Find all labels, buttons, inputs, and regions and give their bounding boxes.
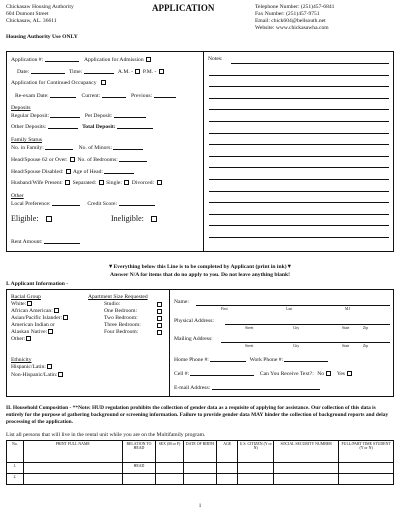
- ethnicity-hispanic-checkbox[interactable]: [47, 364, 52, 369]
- cell-sex[interactable]: [156, 463, 183, 474]
- cell-field[interactable]: [190, 370, 254, 376]
- race-american-indian: American Indian or: [11, 322, 55, 328]
- cell-student[interactable]: [339, 463, 394, 474]
- race-african-american-label: African American:: [11, 308, 53, 314]
- cell-dob[interactable]: [183, 463, 217, 474]
- notes-line[interactable]: [209, 237, 389, 238]
- cell-citizen[interactable]: [238, 474, 274, 485]
- row-cell: [174, 370, 353, 378]
- previous-label: Previous:: [130, 93, 153, 99]
- no-in-family-field[interactable]: [45, 144, 73, 150]
- col-header-no: No.: [7, 441, 24, 463]
- no-of-bedrooms-field[interactable]: [119, 156, 147, 162]
- divorced-label: Divorced:: [131, 180, 155, 186]
- row-family: [11, 144, 143, 152]
- size-three-bedroom: [104, 322, 164, 329]
- row-marital: [11, 180, 163, 187]
- no-of-minors-label: No. of Minors:: [78, 145, 113, 151]
- row-head-62: [11, 156, 147, 164]
- cell-citizen[interactable]: [238, 463, 274, 474]
- cell-ssn[interactable]: [274, 474, 339, 485]
- notes-line[interactable]: [209, 121, 389, 122]
- household-header-row: [7, 441, 394, 463]
- cell-relation: HEAD: [122, 463, 156, 474]
- org-name: Chickasaw Housing Authority: [6, 4, 74, 10]
- text-yes-checkbox[interactable]: [347, 371, 352, 376]
- household-section-title: II. Household Composition -: [6, 405, 72, 411]
- row-no: 2.: [7, 474, 24, 485]
- race-other: [11, 336, 32, 343]
- notes-line[interactable]: [209, 167, 389, 168]
- org-address-line1: 604 Dumont Street: [6, 11, 49, 17]
- text-no-label: No: [317, 371, 325, 377]
- row-deposits: [11, 112, 146, 120]
- race-alaskan: [11, 329, 54, 336]
- race-asian-label: Asian/Pacific Islander:: [11, 315, 63, 321]
- notes-line[interactable]: [209, 179, 389, 180]
- row-head-disabled: [11, 168, 134, 176]
- no-of-minors-field[interactable]: [113, 144, 143, 150]
- cell-student[interactable]: [339, 474, 394, 485]
- admission-label: Application for Admission: [83, 57, 144, 63]
- ethnicity-hispanic-label: Hispanic/Latin:: [11, 364, 46, 370]
- email-contact: Email: chick604@bellsouth.net: [255, 18, 326, 24]
- cell-label: Cell #:: [174, 371, 190, 377]
- row-reexam: [15, 92, 176, 100]
- physical-zip-caption: Zip: [363, 326, 368, 330]
- application-no-label: Application #:: [11, 57, 44, 63]
- other-deposits-label: Other Deposits:: [11, 124, 47, 130]
- row-email: [174, 384, 320, 392]
- continued-occupancy-checkbox[interactable]: [101, 80, 106, 85]
- current-field[interactable]: [102, 92, 126, 98]
- other-heading: Other: [11, 193, 24, 199]
- text-no-checkbox[interactable]: [326, 371, 331, 376]
- admission-checkbox[interactable]: [146, 57, 151, 62]
- apartment-size-heading: Apartment Size Requested: [88, 294, 148, 300]
- col-header-citizen: U.S. CITIZEN (Y or N): [238, 441, 274, 463]
- col-header-relation: RELATION TO HEAD: [122, 441, 156, 463]
- no-in-family-label: No. in Family:: [11, 145, 44, 151]
- race-other-checkbox[interactable]: [26, 336, 31, 341]
- notes-line[interactable]: [209, 109, 389, 110]
- work-phone-field[interactable]: [284, 356, 328, 362]
- office-use-title: Housing Authority Use ONLY: [6, 34, 78, 40]
- race-african-american: [11, 308, 60, 315]
- cell-sex[interactable]: [156, 474, 183, 485]
- size-one-bedroom: [104, 308, 164, 315]
- fax: Fax Number: (251)457-9751: [255, 11, 320, 17]
- mailing-state-caption: State: [342, 344, 350, 348]
- rent-amount-label: Rent Amount:: [11, 239, 43, 245]
- size-three-bedroom-checkbox[interactable]: [157, 323, 162, 328]
- notes-line[interactable]: [209, 133, 389, 134]
- applicant-section-title: I. Applicant Information -: [6, 281, 69, 287]
- regular-deposit-field[interactable]: [50, 112, 80, 118]
- reexam-label: Re-exam Date:: [15, 93, 49, 99]
- row-no: 1.: [7, 463, 24, 474]
- regular-deposit-label: Regular Deposit:: [11, 113, 50, 119]
- local-preference-label: Local Preference:: [11, 201, 51, 207]
- time-field[interactable]: [84, 68, 114, 74]
- size-two-bedroom: [104, 315, 164, 322]
- last-caption: Last: [286, 307, 293, 311]
- size-four-bedroom-checkbox[interactable]: [157, 330, 162, 335]
- page-number: 1: [198, 503, 202, 509]
- cell-dob[interactable]: [183, 474, 217, 485]
- mailing-street-caption: Street: [245, 344, 254, 348]
- notes-line[interactable]: [209, 225, 389, 226]
- mi-caption: M.I: [345, 307, 351, 311]
- single-label: Single:: [106, 180, 122, 186]
- household-heading: [6, 405, 394, 425]
- credit-score-field[interactable]: [119, 200, 155, 206]
- size-four-bedroom-label: Four Bedroom:: [104, 329, 139, 335]
- ineligible-checkbox[interactable]: [151, 216, 157, 222]
- single-checkbox[interactable]: [124, 180, 129, 185]
- cell-relation[interactable]: [122, 474, 156, 485]
- notes-line[interactable]: [209, 75, 389, 76]
- age-of-head-label: Age of Head:: [72, 169, 103, 175]
- row-application-no: [11, 56, 152, 64]
- notes-line[interactable]: [209, 144, 389, 145]
- notes-line[interactable]: [231, 63, 389, 64]
- household-table: [6, 440, 394, 485]
- notes-label: Notes:: [208, 56, 223, 62]
- no-of-bedrooms-label: No. of Bedrooms:: [77, 157, 118, 163]
- size-one-bedroom-label: One Bedroom:: [104, 308, 138, 314]
- notes-line[interactable]: [209, 191, 389, 192]
- application-no-field[interactable]: [45, 56, 79, 62]
- notes-line[interactable]: [209, 202, 389, 203]
- husband-wife-label: Husband/Wife Present:: [11, 180, 63, 186]
- email-label: E-mail Address:: [174, 385, 211, 391]
- table-row: [7, 463, 394, 474]
- size-studio: [104, 301, 164, 308]
- pm-label: P.M. -: [142, 69, 157, 75]
- ethnicity-heading: Ethnicity: [11, 357, 32, 363]
- head-62-label: Head/Spouse 62 or Over:: [11, 157, 68, 163]
- instruction-line2: Answer N/A for items that do no apply to you. Do not leave anything blank!: [110, 272, 290, 278]
- time-label: Time:: [68, 69, 83, 75]
- row-other-deposits: [11, 123, 153, 131]
- size-one-bedroom-checkbox[interactable]: [157, 309, 162, 314]
- instruction-line1: ▼Everything below this Line is to be completed by Applicant (print in ink)▼: [107, 264, 293, 270]
- pet-deposit-field[interactable]: [114, 112, 146, 118]
- cell-age[interactable]: [217, 474, 238, 485]
- size-studio-label: Studio:: [104, 301, 121, 307]
- first-caption: First: [221, 307, 228, 311]
- race-asian-checkbox[interactable]: [63, 315, 68, 320]
- other-deposits-field[interactable]: [48, 123, 78, 129]
- race-alaskan-label: Alaskan Native:: [11, 329, 48, 335]
- notes-line[interactable]: [209, 156, 389, 157]
- total-deposit-field[interactable]: [117, 123, 153, 129]
- name-label: Name:: [174, 299, 189, 305]
- reexam-field[interactable]: [50, 92, 76, 98]
- cell-ssn[interactable]: [274, 463, 339, 474]
- size-two-bedroom-checkbox[interactable]: [157, 316, 162, 321]
- race-white-checkbox[interactable]: [27, 301, 32, 306]
- work-phone-label: Work Phone #:: [249, 357, 284, 363]
- col-header-sex: SEX (M or F): [156, 441, 183, 463]
- previous-field[interactable]: [154, 92, 176, 98]
- col-header-ssn: SOCIAL SECURITY NUMBER: [274, 441, 339, 463]
- telephone: Telephone Number: (251)457-6841: [255, 4, 335, 10]
- race-white: [11, 301, 33, 308]
- race-alaskan-checkbox[interactable]: [48, 329, 53, 334]
- race-white-label: White:: [11, 301, 27, 307]
- ethnicity-non-hispanic-checkbox[interactable]: [58, 372, 63, 377]
- row-date-time: [17, 68, 165, 76]
- race-african-american-checkbox[interactable]: [54, 308, 59, 313]
- separated-label: Separated:: [72, 180, 97, 186]
- physical-state-caption: State: [342, 326, 350, 330]
- home-phone-field[interactable]: [210, 356, 246, 362]
- credit-score-label: Credit Score:: [87, 201, 118, 207]
- ethnicity-non-hispanic: [11, 372, 64, 379]
- mailing-zip-caption: Zip: [363, 344, 368, 348]
- mailing-address-field[interactable]: [221, 342, 390, 343]
- race-other-label: Other:: [11, 336, 26, 342]
- size-studio-checkbox[interactable]: [157, 302, 162, 307]
- head-disabled-label: Head/Spouse Disabled:: [11, 169, 64, 175]
- husband-wife-checkbox[interactable]: [65, 180, 70, 185]
- physical-city-caption: City: [293, 326, 300, 330]
- notes-line[interactable]: [209, 86, 389, 87]
- physical-address-field[interactable]: [225, 324, 390, 325]
- divorced-checkbox[interactable]: [157, 180, 162, 185]
- deposits-heading: Deposits: [11, 105, 31, 111]
- row-other: [11, 200, 155, 208]
- rent-amount-field[interactable]: [44, 238, 80, 244]
- physical-street-caption: Street: [245, 326, 254, 330]
- home-phone-label: Home Phone #:: [174, 357, 209, 363]
- size-four-bedroom: [104, 329, 164, 336]
- race-asian: [11, 315, 69, 322]
- col-header-student: FULL/PART TIME STUDENT (Y or N): [339, 441, 394, 463]
- col-header-dob: DATE OF BIRTH: [183, 441, 217, 463]
- size-two-bedroom-label: Two Bedroom:: [104, 315, 138, 321]
- email-field[interactable]: [212, 384, 320, 390]
- date-label: Date:: [17, 69, 30, 75]
- family-status-heading: Family Status: [11, 137, 42, 143]
- document-title: APPLICATION: [152, 3, 215, 13]
- size-three-bedroom-label: Three Bedroom:: [104, 322, 141, 328]
- office-box-divider: [203, 51, 204, 252]
- row-rent: [11, 238, 80, 246]
- physical-address-label: Physical Address:: [174, 318, 214, 324]
- receive-text-label: Can You Receive Text?:: [259, 371, 314, 377]
- table-row: [7, 474, 394, 485]
- eligible-label: Eligible:: [11, 214, 39, 223]
- row-eligibility: [11, 214, 53, 223]
- website: Website: www.chickasawha.com: [255, 25, 329, 31]
- age-of-head-field[interactable]: [104, 168, 134, 174]
- mailing-city-caption: City: [293, 344, 300, 348]
- cell-name[interactable]: [23, 463, 122, 474]
- head-disabled-checkbox[interactable]: [66, 169, 71, 174]
- household-note: **Note: HUD regulation prohibits the collection of gender data as a requisite of applying for assistance. Our collection of this data is entirely for the purpose of gathering background or screening information. Failure to provide gender data MAY hinder the collection of background reports and delay processing of the application.: [6, 405, 389, 425]
- org-address-line2: Chickasaw, AL. 36611: [6, 18, 57, 24]
- cell-age[interactable]: [217, 463, 238, 474]
- continued-occupancy-label: Application for Continued Occupancy: [11, 80, 97, 86]
- racial-group-heading: Racial Group: [11, 294, 41, 300]
- applicant-box-divider: [169, 289, 170, 397]
- mailing-address-label: Mailing Address:: [174, 336, 213, 342]
- eligible-checkbox[interactable]: [46, 216, 52, 222]
- pet-deposit-label: Pet Deposit:: [84, 113, 113, 119]
- cell-name[interactable]: [23, 474, 122, 485]
- row-phones: [174, 356, 328, 364]
- col-header-age: AGE: [217, 441, 238, 463]
- separated-checkbox[interactable]: [99, 180, 104, 185]
- am-label: A.M. -: [117, 69, 133, 75]
- head-62-checkbox[interactable]: [70, 157, 75, 162]
- ineligible-label: Ineligible:: [111, 214, 144, 223]
- pm-checkbox[interactable]: [159, 69, 164, 74]
- text-yes-label: Yes: [336, 371, 345, 377]
- row-continued-occupancy: [11, 80, 107, 87]
- ethnicity-hispanic: [11, 364, 53, 371]
- ethnicity-non-hispanic-label: Non-Hispanic/Latin:: [11, 372, 58, 378]
- total-deposit-label: Total Deposit:: [82, 124, 116, 130]
- current-label: Current:: [81, 93, 101, 99]
- notes-line[interactable]: [209, 214, 389, 215]
- col-header-name: PRINT FULL NAME: [23, 441, 122, 463]
- name-field[interactable]: [196, 305, 390, 306]
- notes-line[interactable]: [209, 98, 389, 99]
- local-preference-field[interactable]: [52, 200, 80, 206]
- household-list-line: List all persons that will live in the rental unit while you are on the Multifamily program.: [6, 432, 206, 438]
- am-checkbox[interactable]: [135, 69, 140, 74]
- date-field[interactable]: [31, 68, 65, 74]
- row-ineligibility: [111, 214, 158, 223]
